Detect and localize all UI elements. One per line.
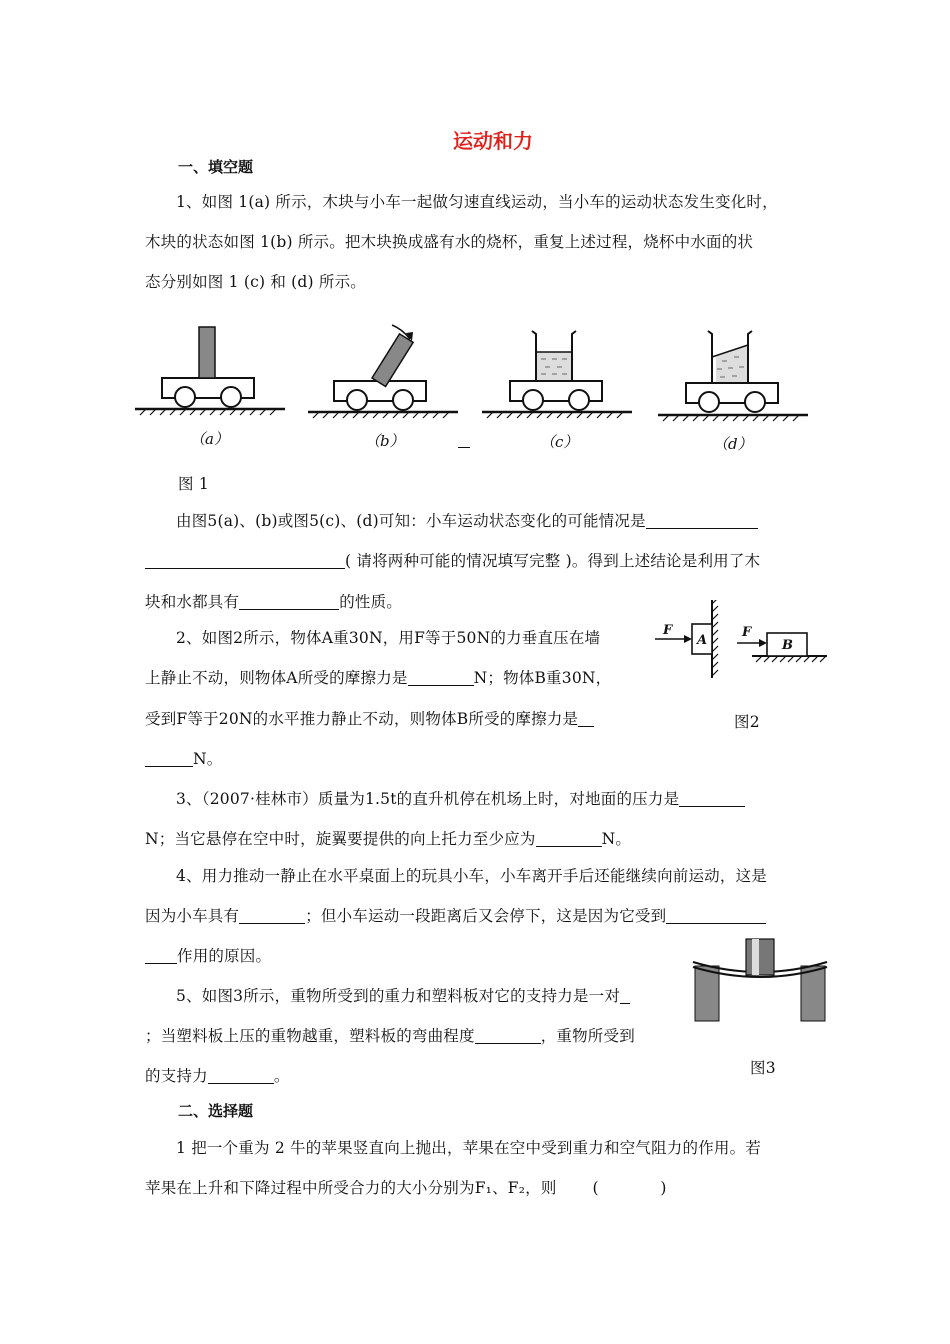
section-heading-fill-blank: 一、填空题 [178,158,254,176]
q4-line-1: 4、用力推动一静止在水平桌面上的玩具小车，小车离开手后还能继续向前运动，这是 [176,867,767,885]
fig1a-cart-with-block [135,327,285,415]
figure-1-carts [130,315,810,455]
figure-2-wall-and-floor [652,600,837,680]
answer-blank[interactable] [679,790,745,807]
q5-line-2: ；当塑料板上压的重物越重，塑料板的弯曲程度 ，重物所受到 [145,1027,635,1045]
fig2-label-b: B [782,638,793,653]
answer-blank[interactable] [145,750,193,767]
q2-line-3: 受到F等于20N的水平推力静止不动，则物体B所受的摩擦力是 [145,707,594,729]
fig1c-caption: （c） [540,433,579,451]
section-heading-multiple-choice: 二、选择题 [178,1102,254,1120]
figure-1-label: 图 1 [178,475,209,493]
fig1c-cart-with-beaker [482,331,632,418]
q4-line-2: 因为小车具有 ；但小车运动一段距离后又会停下，这是因为它受到 [145,904,766,926]
answer-blank[interactable] [620,987,630,1004]
q1-line-5: ( 请将两种可能的情况填写完整 )。得到上述结论是利用了木 [145,549,760,571]
figure-3-bent-board [690,934,830,1024]
answer-blank[interactable] [239,907,305,924]
answer-blank[interactable] [239,593,339,610]
q2-line-4: N。 [145,747,222,769]
q1-line-2: 木块的状态如图 1(b) 所示。把木块换成盛有水的烧杯，重复上述过程，烧杯中水面的状 [145,233,754,251]
answer-blank[interactable] [145,552,345,569]
answer-blank[interactable] [666,907,766,924]
figure-3-label: 图3 [750,1059,776,1077]
fig1b-caption: （b） [365,432,405,450]
q2-line-1: 2、如图2所示，物体A重30N，用F等于50N的力垂直压在墙 [176,629,601,647]
q1-line-4: 由图5(a)、(b)或图5(c)、(d)可知：小车运动状态变化的可能情况是 [176,509,758,531]
mc1-line-2: 苹果在上升和下降过程中所受合力的大小分别为F₁、F₂，则 ( ) [145,1179,667,1197]
fig2-label-a: A [697,633,708,648]
answer-blank[interactable] [536,830,602,847]
fig2-force-label-b: F [742,625,752,640]
q5-line-3: 的支持力 。 [145,1067,290,1085]
answer-paren[interactable]: ( ) [592,1179,667,1197]
answer-blank[interactable] [475,1027,541,1044]
fig1d-cart-with-tilted-water [658,331,808,421]
fig1a-caption: （a） [190,430,229,448]
q1-line-6: 块和水都具有 的性质。 [145,593,403,611]
q5-line-1: 5、如图3所示，重物所受到的重力和塑料板对它的支持力是一对 [176,984,630,1006]
mc1-line-1: 1 把一个重为 2 牛的苹果竖直向上抛出，苹果在空中受到重力和空气阻力的作用。若 [176,1139,762,1157]
q3-line-2: N；当它悬停在空中时，旋翼要提供的向上托力至少应为 N。 [145,830,632,848]
q3-line-1: 3、（2007·桂林市）质量为1.5t的直升机停在机场上时，对地面的压力是 [176,787,745,809]
q1-line-3: 态分别如图 1 (c) 和 (d) 所示。 [145,273,366,291]
q2-line-2: 上静止不动，则物体A所受的摩擦力是 N；物体B重30N， [145,669,612,687]
fig1b-cart-with-tilted-block [308,325,458,418]
page-title: 运动和力 [453,129,533,153]
q4-line-3: 作用的原因。 [145,944,271,966]
figure-2-label: 图2 [734,713,760,731]
fig1d-caption: （d） [713,435,753,453]
answer-blank[interactable] [646,512,758,529]
q1-line-1: 1、如图 1(a) 所示，木块与小车一起做匀速直线运动，当小车的运动状态发生变化时， [176,193,778,211]
answer-blank[interactable] [208,1067,274,1084]
answer-blank[interactable] [578,710,594,727]
stray-underline [458,447,470,448]
fig2-force-label-a: F [663,623,673,638]
answer-blank[interactable] [408,669,474,686]
answer-blank[interactable] [145,947,177,964]
